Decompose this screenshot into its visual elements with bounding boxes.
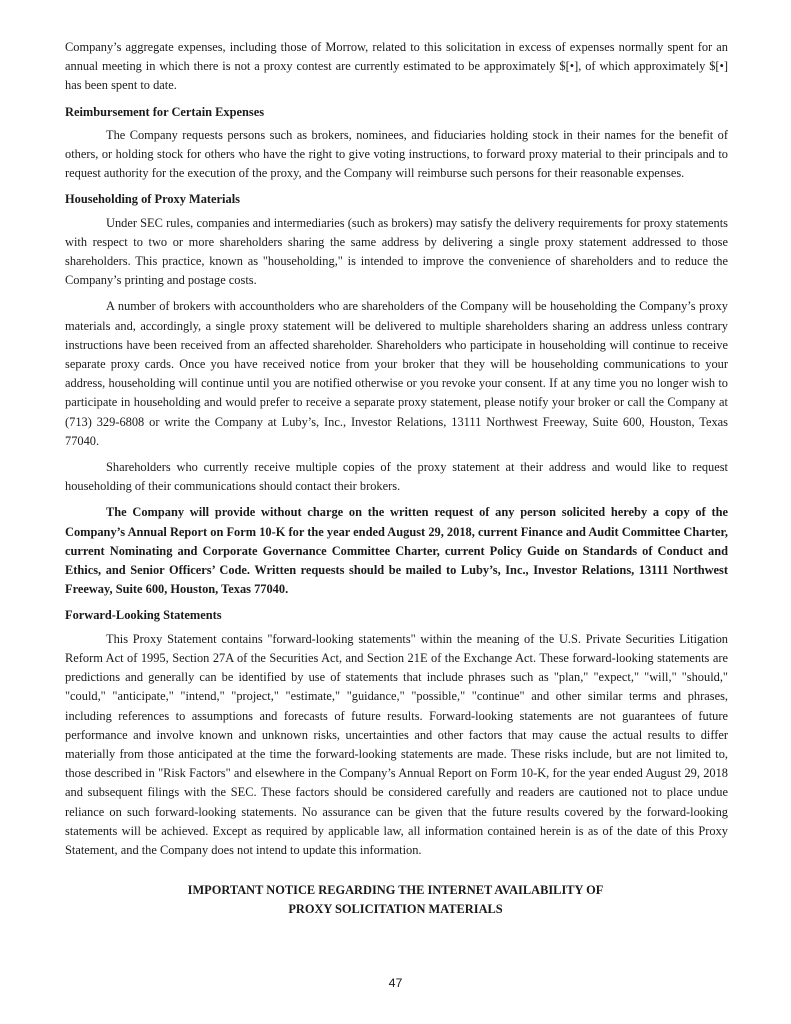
householding-heading: Householding of Proxy Materials bbox=[65, 192, 240, 207]
internet-availability-notice bbox=[0, 881, 791, 919]
forward-looking-paragraph: This Proxy Statement contains "forward-looking statements" within the meaning of the U.S. Private Securities Litigation Reform Act of 1995, Section 27A of the Securities Act, and Section 21E of the Exchange Act. These forward-looking statements are predictions and generally can be identified by use of statements that include phrases such as "plan," "expect," "will," "should," "could," "anticipate," "intend," "project," "estimate," "guidance," "possible," "continue" and other similar terms and phrases, including references to assumptions and forecasts of future results. Forward-looking statements are not guarantees of future performance and involve known and unknown risks, uncertainties and other factors that may cause the actual results to differ materially from those anticipated at the time the forward-looking statements are made. These risks include, but are not limited to, those described in "Risk Factors" and elsewhere in the Company’s Annual Report on Form 10-K, for the year ended August 29, 2018 and subsequent filings with the SEC. These factors should be considered carefully and readers are cautioned not to place undue reliance on such forward-looking statements. No assurance can be given that the future results covered by the forward-looking statements will be achieved. Except as required by applicable law, all information contained herein is as of the date of this Proxy Statement, and the Company does not intend to update this information. bbox=[65, 631, 728, 857]
annual-report-notice: The Company will provide without charge on the written request of any person solicited hereby a copy of the Company’s Annual Report on Form 10-K for the year ended August 29, 2018, current Finance and Audit Committee Charter, current Nominating and Corporate Governance Committee Charter, current Policy Guide on Standards of Conduct and Ethics, and Senior Officers’ Code. Written requests should be mailed to Luby’s, Inc., Investor Relations, 13111 Northwest Freeway, Suite 600, Houston, Texas 77040. bbox=[65, 505, 728, 597]
intro-paragraph: Company’s aggregate expenses, including those of Morrow, related to this solicitation in excess of expenses normally spent for an annual meeting in which there is not a proxy contest are currently estimated to be approximately $[•], of which approximately $[•] has been spent to date. bbox=[65, 40, 728, 93]
reimbursement-heading: Reimbursement for Certain Expenses bbox=[65, 104, 265, 119]
forward-looking-heading: Forward-Looking Statements bbox=[65, 608, 222, 623]
notice-line-1: IMPORTANT NOTICE REGARDING THE INTERNET AVAILABILITY OF bbox=[187, 883, 604, 897]
notice-line-2: PROXY SOLICITATION MATERIALS bbox=[288, 902, 503, 917]
householding-paragraph-2: A number of brokers with accountholders who are shareholders of the Company will be householding the Company’s proxy materials and, accordingly, a single proxy statement will be delivered to multiple shareholders sharing an address unless contrary instructions have been received from an affected shareholder. Shareholders who participate in householding will continue to receive separate proxy cards. Once you have received notice from your broker that they will be householding communications to your address, householding will continue until you are notified otherwise or you revoke your consent. If at any time you no longer wish to participate in householding and would prefer to receive a separate proxy statement, please notify your broker or call the Company at (713) 329-6808 or write the Company at Luby’s, Inc., Investor Relations, 13111 Northwest Freeway, Suite 600, Houston, Texas 77040. bbox=[65, 299, 728, 448]
householding-paragraph-1: Under SEC rules, companies and intermediaries (such as brokers) may satisfy the delivery requirements for proxy statements with respect to two or more shareholders sharing the same address by delivering a single proxy statement addressed to those shareholders. This practice, known as "householding," is intended to improve the convenience of shareholders and to reduce the Company’s printing and postage costs. bbox=[65, 215, 728, 288]
householding-paragraph-3: Shareholders who currently receive multiple copies of the proxy statement at their address and would like to request householding of their communications should contact their brokers. bbox=[65, 460, 728, 494]
page-number: 47 bbox=[388, 976, 403, 990]
document-page bbox=[65, 38, 728, 860]
reimbursement-paragraph: The Company requests persons such as brokers, nominees, and fiduciaries holding stock in their names for the benefit of others, or holding stock for others who have the right to give voting instructions, to forward proxy material to their principals and to request authority for the execution of the proxy, and the Company will reimburse such persons for their reasonable expenses. bbox=[65, 127, 728, 181]
